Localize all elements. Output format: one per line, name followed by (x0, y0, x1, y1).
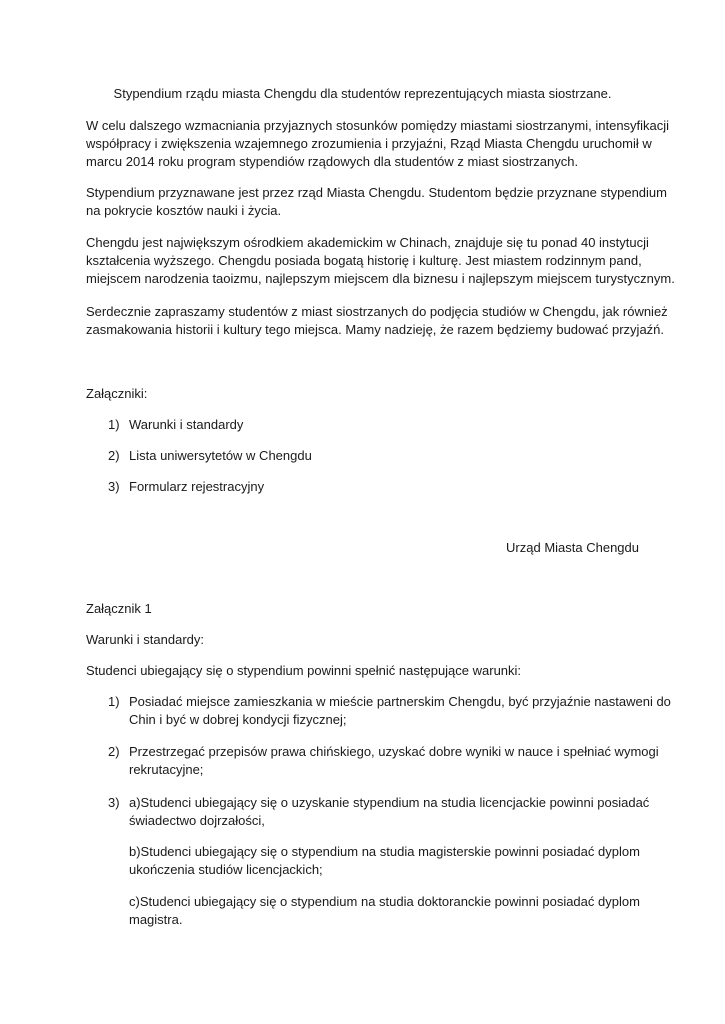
annex-subheading: Warunki i standardy: (86, 632, 205, 647)
attachment-item-2: Lista uniwersytetów w Chengdu (129, 448, 312, 463)
attachments-heading: Załączniki: (86, 386, 148, 401)
condition-number-3: 3) (108, 795, 120, 810)
condition-number-2: 2) (108, 744, 120, 759)
condition-3c-line-1: c)Studenci ubiegający się o stypendium na studia doktoranckie powinni posiadać dyplom (129, 894, 640, 909)
condition-3c-line-2: magistra. (129, 912, 183, 927)
paragraph-3-line-2: kształcenia wyższego. Chengdu posiada bogatą historię i kulturę. Jest miastem rodzinnym pand, (86, 253, 642, 268)
condition-3b-line-2: ukończenia studiów licencjackich; (129, 862, 323, 877)
paragraph-1-line-3: marcu 2014 roku program stypendiów rządowych dla studentów z miast siostrzanych. (86, 154, 579, 169)
document-title: Stypendium rządu miasta Chengdu dla studentów reprezentujących miasta siostrzane. (113, 86, 612, 101)
condition-3a-line-1: a)Studenci ubiegający się o uzyskanie stypendium na studia licencjackie powinni posiadać (129, 795, 650, 810)
signature: Urząd Miasta Chengdu (506, 540, 639, 555)
paragraph-2-line-1: Stypendium przyznawane jest przez rząd Miasta Chengdu. Studentom będzie przyznane stypendium (86, 185, 667, 200)
condition-1-line-1: Posiadać miejsce zamieszkania w mieście partnerskim Chengdu, być przyjaźnie nastaweni do (129, 694, 671, 709)
condition-3b-line-1: b)Studenci ubiegający się o stypendium na studia magisterskie powinni posiadać dyplom (129, 844, 640, 859)
condition-2-line-1: Przestrzegać przepisów prawa chińskiego, uzyskać dobre wyniki w nauce i spełniać wymogi (129, 744, 659, 759)
condition-number-1: 1) (108, 694, 120, 709)
attachment-item-3: Formularz rejestracyjny (129, 479, 265, 494)
paragraph-4-line-2: zasmakowania historii i kultury tego miejsca. Mamy nadzieję, że razem będziemy budować przyjaźń. (86, 322, 665, 337)
paragraph-2-line-2: na pokrycie kosztów nauki i życia. (86, 203, 282, 218)
condition-1-line-2: Chin i być w dobrej kondycji fizycznej; (129, 712, 347, 727)
paragraph-4-line-1: Serdecznie zapraszamy studentów z miast siostrzanych do podjęcia studiów w Chengdu, jak również (86, 304, 668, 319)
annex-intro: Studenci ubiegający się o stypendium powinni spełnić następujące warunki: (86, 663, 522, 678)
paragraph-3-line-1: Chengdu jest największym ośrodkiem akademickim w Chinach, znajduje się tu ponad 40 instytucji (86, 235, 649, 250)
paragraph-1-line-1: W celu dalszego wzmacniania przyjaznych stosunków pomiędzy miastami siostrzanymi, intensyfikacji (86, 118, 670, 133)
attachment-number-2: 2) (108, 448, 120, 463)
attachment-number-3: 3) (108, 479, 120, 494)
attachment-number-1: 1) (108, 417, 120, 432)
attachment-item-1: Warunki i standardy (129, 417, 244, 432)
paragraph-1-line-2: współpracy i zwiększenia wzajemnego zrozumienia i przyjaźni, Rząd Miasta Chengdu uruchomił w (86, 136, 652, 151)
annex-heading: Załącznik 1 (86, 601, 152, 616)
paragraph-3-line-3: miejscem narodzenia taoizmu, najlepszym miejscem dla biznesu i najlepszym miejscem turystycznym. (86, 271, 675, 286)
condition-2-line-2: rekrutacyjne; (129, 762, 204, 777)
condition-3a-line-2: świadectwo dojrzałości, (129, 813, 265, 828)
